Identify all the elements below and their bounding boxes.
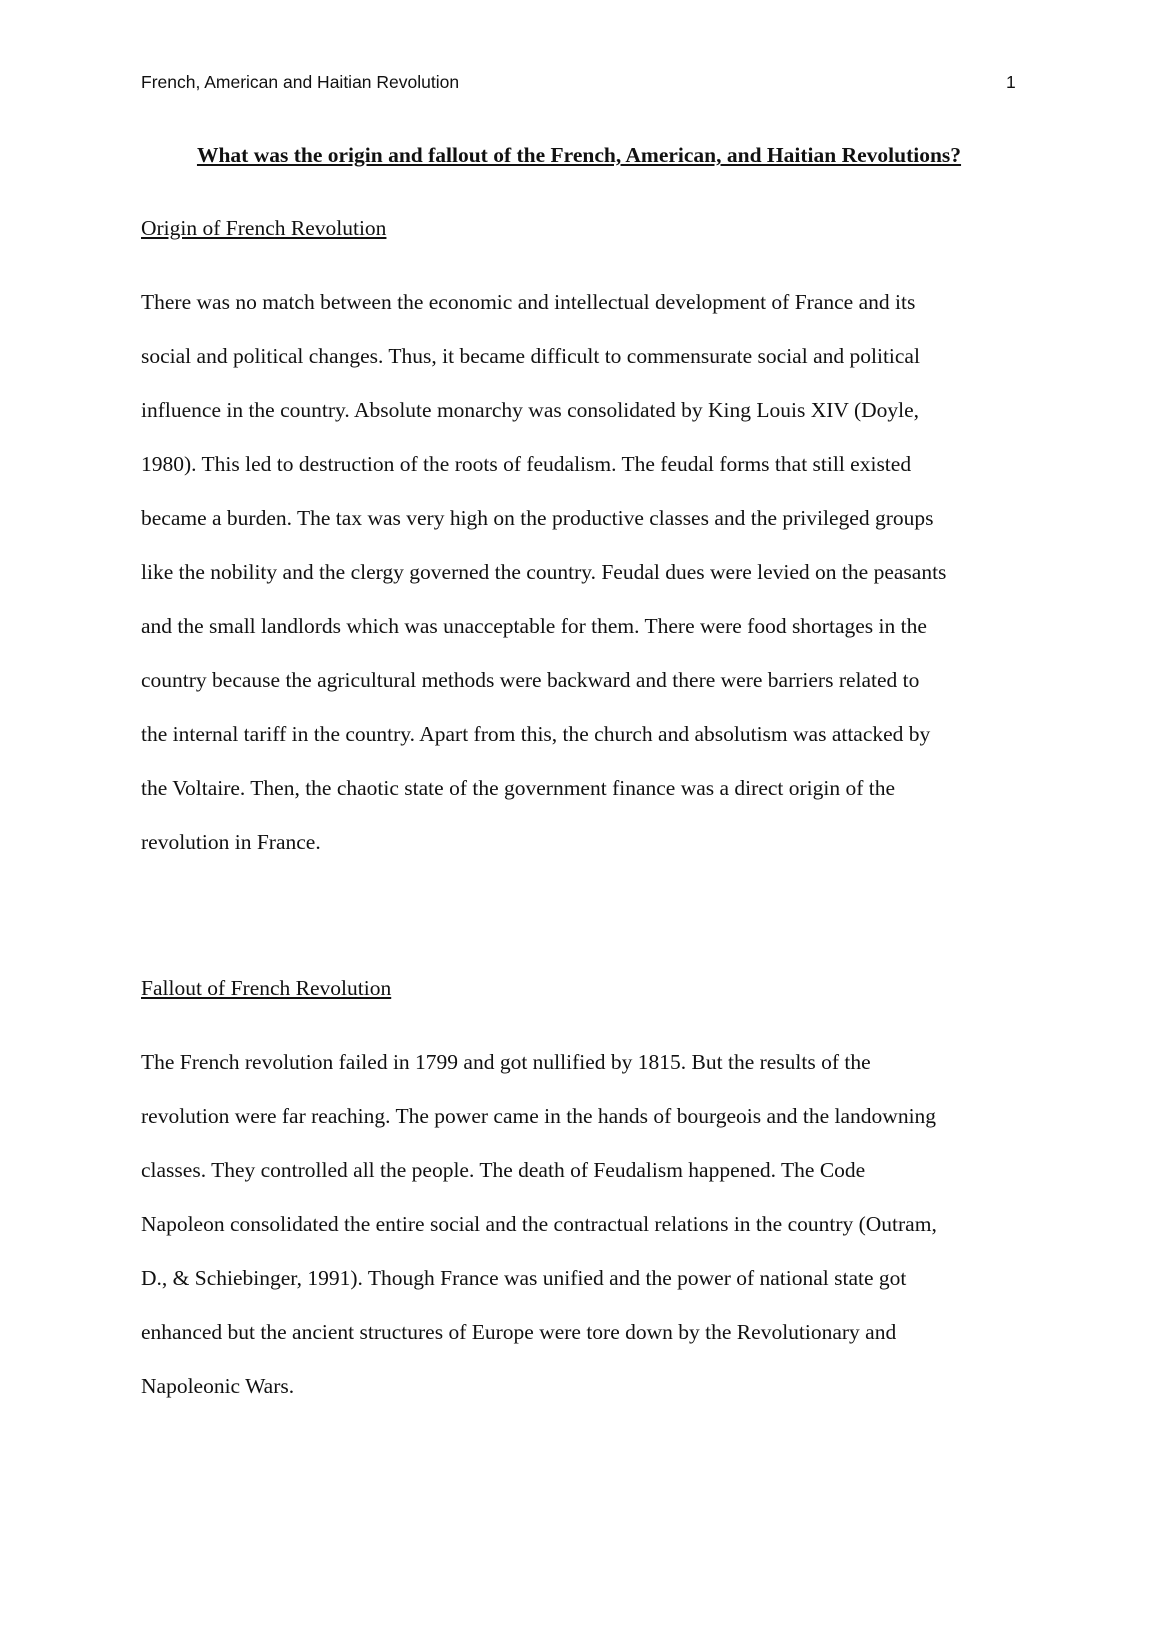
paragraph-line: 1980). This led to destruction of the roots of feudalism. The feudal forms that still existed [141,452,912,476]
page-number: 1 [1006,72,1016,92]
paragraph-line: There was no match between the economic and intellectual development of France and its [141,290,916,314]
running-header-title: French, American and Haitian Revolution [141,72,460,92]
paragraph-line: country because the agricultural methods were backward and there were barriers related to [141,668,920,692]
paragraph-line: the internal tariff in the country. Apart from this, the church and absolutism was attacked by [141,722,931,746]
paragraph-fallout [141,1035,937,1413]
paragraph-origin [141,275,946,869]
paragraph-line: revolution in France. [141,830,321,854]
paragraph-line: D., & Schiebinger, 1991). Though France was unified and the power of national state got [141,1266,907,1290]
paragraph-line: classes. They controlled all the people. The death of Feudalism happened. The Code [141,1158,866,1182]
section-heading-origin: Origin of French Revolution [141,216,387,240]
paragraph-line: and the small landlords which was unacceptable for them. There were food shortages in the [141,614,927,638]
paragraph-line: enhanced but the ancient structures of Europe were tore down by the Revolutionary and [141,1320,897,1344]
document-title: What was the origin and fallout of the French, American, and Haitian Revolutions? [196,143,962,167]
paragraph-line: social and political changes. Thus, it became difficult to commensurate social and political [141,344,920,368]
paragraph-line: Napoleon consolidated the entire social and the contractual relations in the country (Outram, [141,1212,937,1236]
paragraph-line: influence in the country. Absolute monarchy was consolidated by King Louis XIV (Doyle, [141,398,920,422]
paragraph-line: like the nobility and the clergy governed the country. Feudal dues were levied on the peasants [141,560,947,584]
paragraph-line: revolution were far reaching. The power came in the hands of bourgeois and the landowning [141,1104,937,1128]
section-heading-fallout: Fallout of French Revolution [141,976,392,1000]
paragraph-line: the Voltaire. Then, the chaotic state of the government finance was a direct origin of the [141,776,896,800]
paragraph-line: became a burden. The tax was very high on the productive classes and the privileged groups [141,506,934,530]
paragraph-line: The French revolution failed in 1799 and got nullified by 1815. But the results of the [141,1050,871,1074]
paragraph-line: Napoleonic Wars. [141,1374,295,1398]
